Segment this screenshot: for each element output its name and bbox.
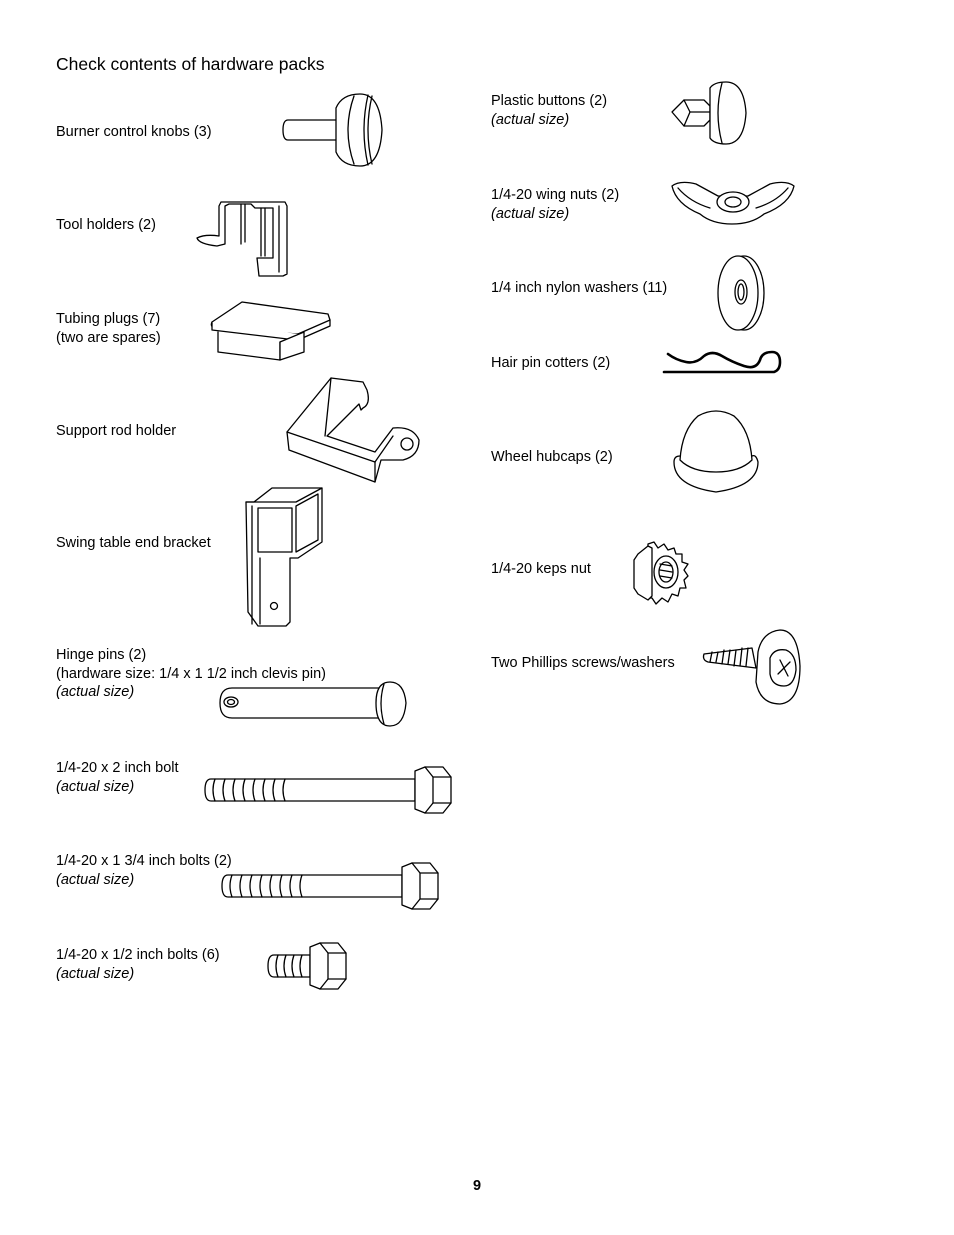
tubing-plug-icon <box>208 300 334 364</box>
hair-pin-cotter-icon <box>662 348 784 378</box>
keps-nut-icon <box>632 540 692 610</box>
nylon-washer-icon <box>716 254 766 332</box>
bolt-1-2-inch-icon <box>266 941 348 991</box>
label-nylon-washers: 1/4 inch nylon washers (11) <box>491 280 668 296</box>
label-1-2-inch-bolts: 1/4-20 x 1/2 inch bolts (6) (actual size) <box>56 947 220 982</box>
burner-control-knob-icon <box>280 92 384 170</box>
bolt-1-3-4-inch-icon <box>220 861 440 911</box>
hinge-pin-icon <box>218 680 408 728</box>
tool-holder-icon <box>195 198 295 278</box>
wing-nut-icon <box>670 178 796 228</box>
label-2-inch-bolt: 1/4-20 x 2 inch bolt (actual size) <box>56 760 179 795</box>
label-plastic-buttons: Plastic buttons (2) (actual size) <box>491 93 608 128</box>
bolt-2-inch-icon <box>203 765 453 815</box>
wheel-hubcap-icon <box>670 406 762 498</box>
phillips-screw-icon <box>700 628 804 708</box>
support-rod-holder-icon <box>285 374 425 486</box>
label-swing-table-end-bracket: Swing table end bracket <box>56 535 211 551</box>
label-wing-nuts: 1/4-20 wing nuts (2) (actual size) <box>491 187 620 222</box>
label-tool-holders: Tool holders (2) <box>56 217 156 233</box>
label-phillips-screws: Two Phillips screws/washers <box>491 655 675 671</box>
label-keps-nut: 1/4-20 keps nut <box>491 561 591 577</box>
page-title: Check contents of hardware packs <box>56 54 325 74</box>
swing-table-end-bracket-icon <box>240 486 340 628</box>
label-tubing-plugs: Tubing plugs (7) (two are spares) <box>56 311 161 346</box>
label-1-3-4-inch-bolts: 1/4-20 x 1 3/4 inch bolts (2) (actual size) <box>56 853 232 888</box>
label-burner-control-knobs: Burner control knobs (3) <box>56 124 212 140</box>
plastic-button-icon <box>670 80 748 146</box>
label-hinge-pins: Hinge pins (2) (hardware size: 1/4 x 1 1/2 inch clevis pin) (actual size) <box>56 647 326 700</box>
page-number: 9 <box>472 1178 482 1194</box>
label-wheel-hubcaps: Wheel hubcaps (2) <box>491 449 613 465</box>
label-hair-pin-cotters: Hair pin cotters (2) <box>491 355 611 371</box>
label-support-rod-holder: Support rod holder <box>56 423 177 439</box>
